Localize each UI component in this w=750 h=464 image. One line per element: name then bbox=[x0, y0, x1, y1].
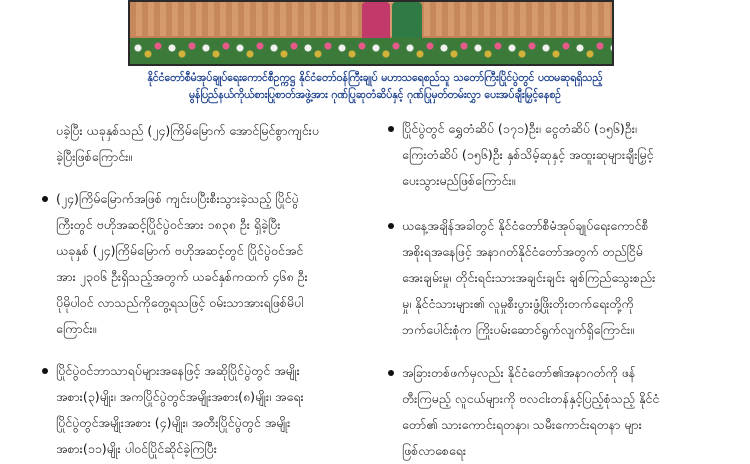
left-paragraph-2 bbox=[56, 186, 366, 342]
text-line: တီးကြမည့် လူငယ်များကို ဗလငါးတန်နှင့်ပြည့်စုံသည့် နိုင်ငံ bbox=[402, 391, 660, 406]
ceremony-photo bbox=[128, 0, 614, 66]
bullet-icon bbox=[388, 223, 394, 229]
right-paragraph-2 bbox=[402, 213, 702, 343]
text-line: ခဲ့ပြီးဖြစ်ကြောင်း။ bbox=[56, 149, 133, 164]
text-line: ဖြစ်လာစေရေး bbox=[402, 443, 467, 458]
photo-figure-right bbox=[392, 2, 422, 42]
text-line: ကြေးတံဆိပ် (၁၅၆)ဦး နှစ်သိမ့်ဆုနှင့် အထူးဆုများချီးမြှင့် bbox=[402, 147, 654, 162]
text-line: ပခဲ့ပြီး ယခုနှစ်သည် (၂၄)ကြိမ်မြောက် အောင်မြင်စွာကျင်းပ bbox=[56, 123, 319, 138]
text-line: မှု၊ နိုင်ငံသားများ၏ လူမှုစီးပွားဖွံ့ဖြိုးတိုးတက်ရေးတို့ကို bbox=[402, 296, 634, 311]
bullet-icon bbox=[388, 126, 394, 132]
text-line: (၂၄)ကြိမ်မြောက်အဖြစ် ကျင်းပပြီးစီးသွားခဲ့သည့် ပြိုင်ပွဲ bbox=[56, 191, 299, 206]
text-line: ကြီးတွင် ဗဟိုအဆင့်ပြိုင်ပွဲဝင်အား ၁၈၃၈ ဦး ရှိခဲ့ပြီး bbox=[56, 217, 281, 232]
right-paragraph-1 bbox=[402, 116, 702, 194]
text-line: အား ၂၃၀၆ ဦးရှိသည့်အတွက် ယခင်နှစ်ကထက် ၄၆၈ ဦး bbox=[56, 269, 308, 284]
text-line: ကြောင်း။ bbox=[56, 321, 97, 336]
text-line: အခြားတစ်ဖက်မှလည်း နိုင်ငံတော်၏အနာဂတ်ကို ဖန် bbox=[402, 365, 636, 380]
right-column bbox=[402, 116, 702, 464]
photo-caption-line-1: နိုင်ငံတော်စီမံအုပ်ချုပ်ရေးကောင်စီဥက္ကဋ္ဌ နိုင်ငံတော်ဝန်ကြီးချုပ် မဟာသရေစည်သူ သတော်ကြီးပြိုင်ပွဲတွင် ပထမဆုရရှိသည့် bbox=[147, 72, 603, 84]
text-line: အစား(၃)မျိုး၊ အကပြိုင်ပွဲတွင်အမျိုးအစား(၈)မျိုး၊ အရေး bbox=[56, 389, 304, 404]
left-column bbox=[56, 118, 366, 462]
text-line: ပိုမိုပါဝင် လာသည်ကိုတွေ့ရသဖြင့် ဝမ်းသာအားရဖြစ်မိပါ bbox=[56, 295, 304, 310]
right-paragraph-3 bbox=[402, 360, 702, 464]
text-line: အစိုးရအနေဖြင့် အနာဂတ်နိုင်ငံတော်အတွက် တည်ငြိမ် bbox=[402, 244, 643, 259]
text-line: ယနေ့အချိန်အခါတွင် နိုင်ငံတော်စီမံအုပ်ချုပ်ရေးကောင်စီ bbox=[402, 218, 649, 233]
bullet-icon bbox=[388, 370, 394, 376]
left-paragraph-3 bbox=[56, 358, 366, 462]
text-line: ပြိုင်ပွဲတွင် ရွှေတံဆိပ် (၁၇၁)ဦး၊ ငွေတံဆိပ် (၁၅၆)ဦး၊ bbox=[402, 121, 637, 136]
bullet-icon bbox=[42, 368, 48, 374]
text-line: ပြိုင်ပွဲတွင်အမျိုးအစား (၄)မျိုး၊ အတီးပြိုင်ပွဲတွင် အမျိုး bbox=[56, 415, 291, 430]
text-line: တော်၏ သားကောင်းရတနာ၊ သမီးကောင်းရတနာ များ bbox=[402, 417, 642, 432]
text-line: ဘက်ပေါင်းစုံက ကြိုးပမ်းဆောင်ရွက်လျက်ရှိကြောင်း။ bbox=[402, 322, 635, 337]
text-line: ပေးသွားမည်ဖြစ်ကြောင်း။ bbox=[402, 173, 516, 188]
text-line: အေးချမ်းမှု၊ တိုင်းရင်းသားအချင်းချင်း ချစ်ကြည်သွေးစည်း bbox=[402, 270, 656, 285]
photo-figure-left bbox=[362, 2, 390, 42]
text-line: ပြိုင်ပွဲဝင်ဘာသာရပ်များအနေဖြင့် အဆိုပြိုင်ပွဲတွင် အမျိုး bbox=[56, 363, 300, 378]
left-paragraph-1 bbox=[56, 118, 366, 170]
photo-caption-line-2: မွန်ပြည်နယ်ကိုယ်စားပြုစာတ်အဖွဲ့အား ဂုဏ်ပြုဆုတံဆိပ်နှင့် ဂုဏ်ပြုမှတ်တမ်းလွှာ ပေးအပ်ချီးမြှင့်နေစဉ် bbox=[188, 89, 562, 101]
text-line: အစား(၁၁)မျိုး ပါဝင်ပြိုင်ဆိုင်ခဲ့ကြပြီး bbox=[56, 441, 217, 456]
bullet-icon bbox=[42, 196, 48, 202]
text-line: ယခုနှစ် (၂၄)ကြိမ်မြောက် ဗဟိုအဆင့်တွင် ပြိုင်ပွဲဝင်အင် bbox=[56, 243, 304, 258]
photo-flower-arrangement bbox=[130, 38, 612, 64]
